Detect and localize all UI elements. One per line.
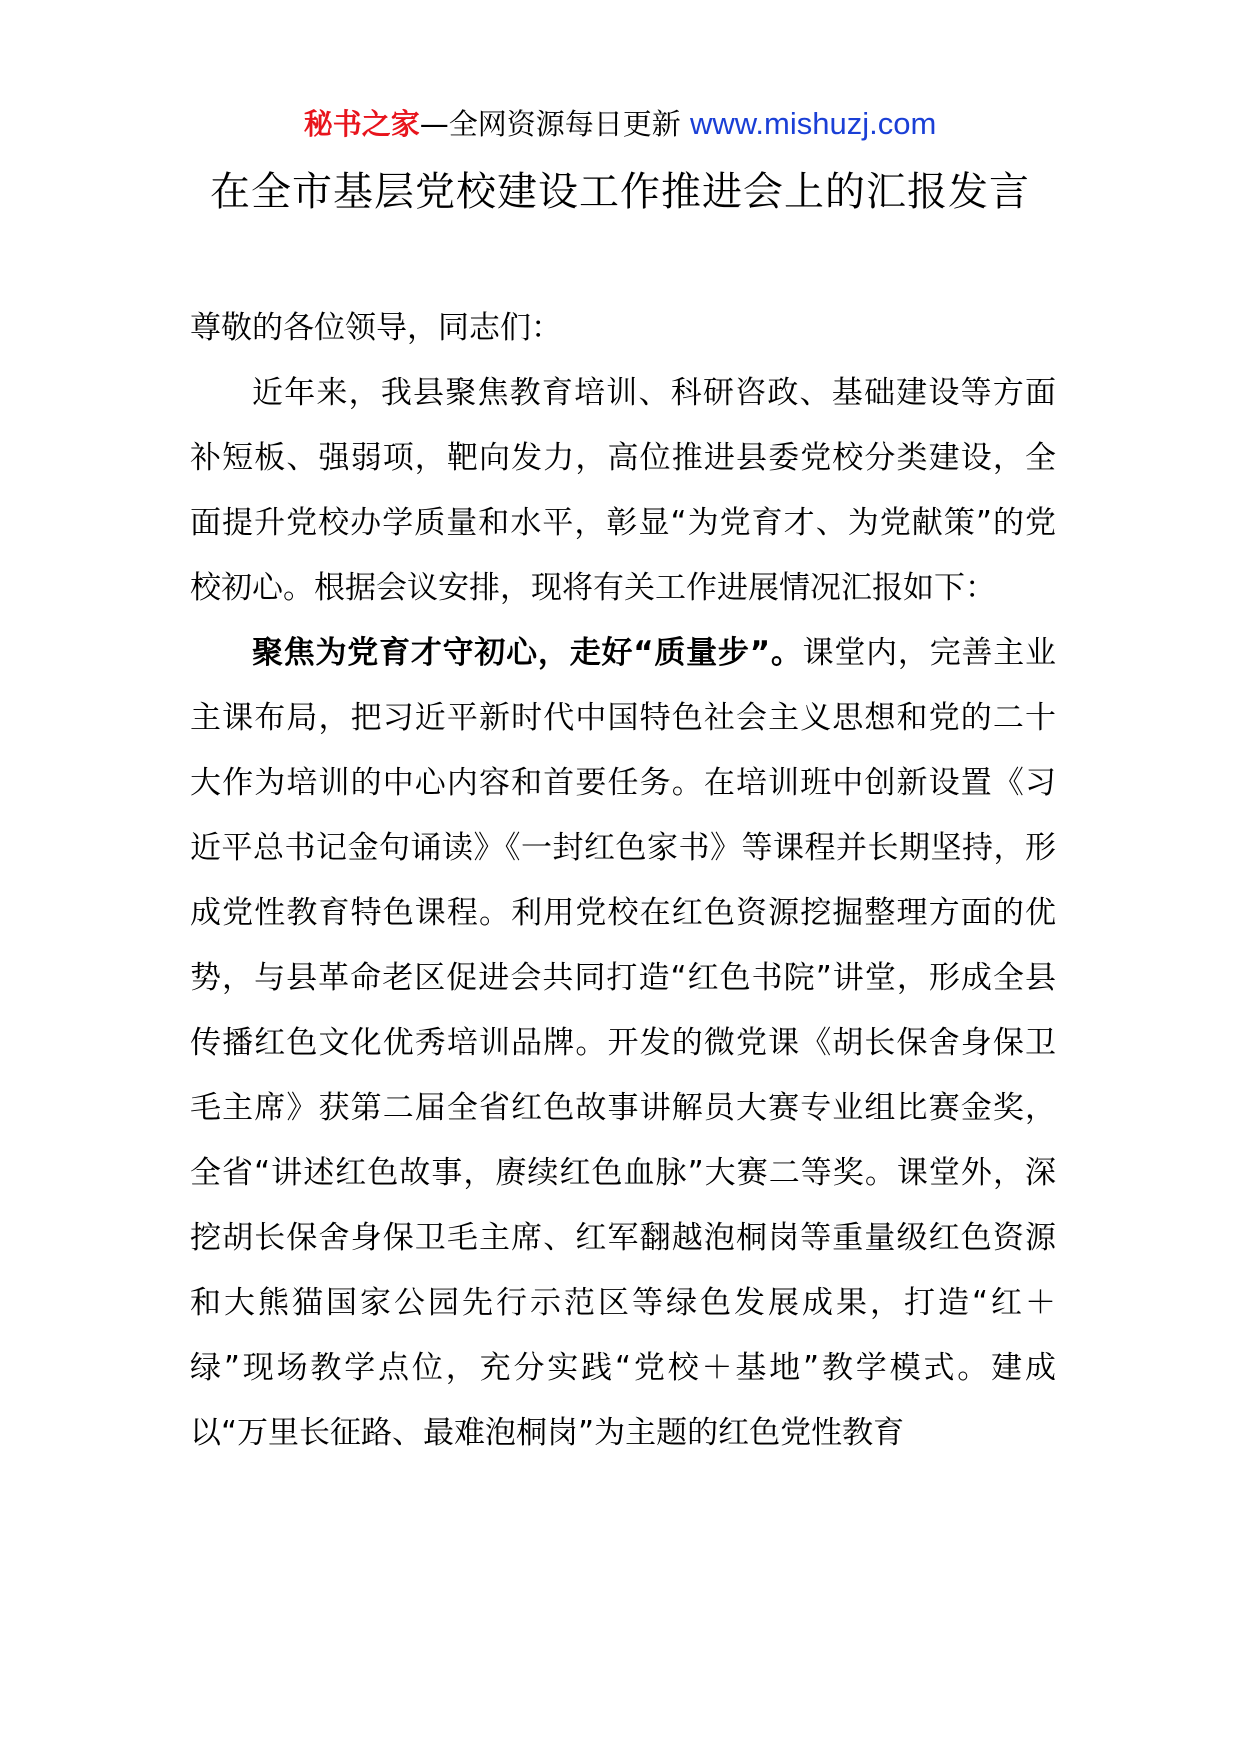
paragraph-quality: [190, 621, 1056, 1466]
paragraph-text: 近年来，我县聚焦教育培训、科研咨政、基础建设等方面补短板、强弱项，靶向发力，高位推进县委党校分类建设，全面提升党校办学质量和水平，彰显“为党育才、为党献策”的党校初心。根据会议安排，现将有关工作进展情况汇报如下：: [190, 375, 1056, 606]
document-title: 在全市基层党校建设工作推进会上的汇报发言: [210, 169, 1030, 215]
paragraph-intro: [190, 361, 1056, 621]
document-body: [190, 296, 1056, 1466]
salutation: 尊敬的各位领导，同志们：: [190, 310, 562, 346]
paragraph-lead: 聚焦为党育才守初心，走好“质量步”。: [252, 635, 803, 671]
paragraph-text: 课堂内，完善主业主课布局，把习近平新时代中国特色社会主义思想和党的二十大作为培训的中心内容和首要任务。在培训班中创新设置《习近平总书记金句诵读》《一封红色家书》等课程并长期坚持，形成党性教育特色课程。利用党校在红色资源挖掘整理方面的优势，与县革命老区促进会共同打造“红色书院”讲堂，形成全县传播红色文化优秀培训品牌。开发的微党课《胡长保舍身保卫毛主席》获第二届全省红色故事讲解员大赛专业组比赛金奖，全省“讲述红色故事，赓续红色血脉”大赛二等奖。课堂外，深挖胡长保舍身保卫毛主席、红军翻越泡桐岗等重量级红色资源和大熊猫国家公园先行示范区等绿色发展成果，打造“红＋绿”现场教学点位，充分实践“党校＋基地”教学模式。建成以“万里长征路、最难泡桐岗”为主题的红色党性教育: [190, 635, 1056, 1451]
watermark-brand: 秘书之家: [303, 107, 420, 141]
site-watermark: [0, 100, 1240, 148]
watermark-slogan: —全网资源每日更新: [419, 107, 681, 141]
watermark-url: www.mishuzj.com: [689, 106, 937, 141]
